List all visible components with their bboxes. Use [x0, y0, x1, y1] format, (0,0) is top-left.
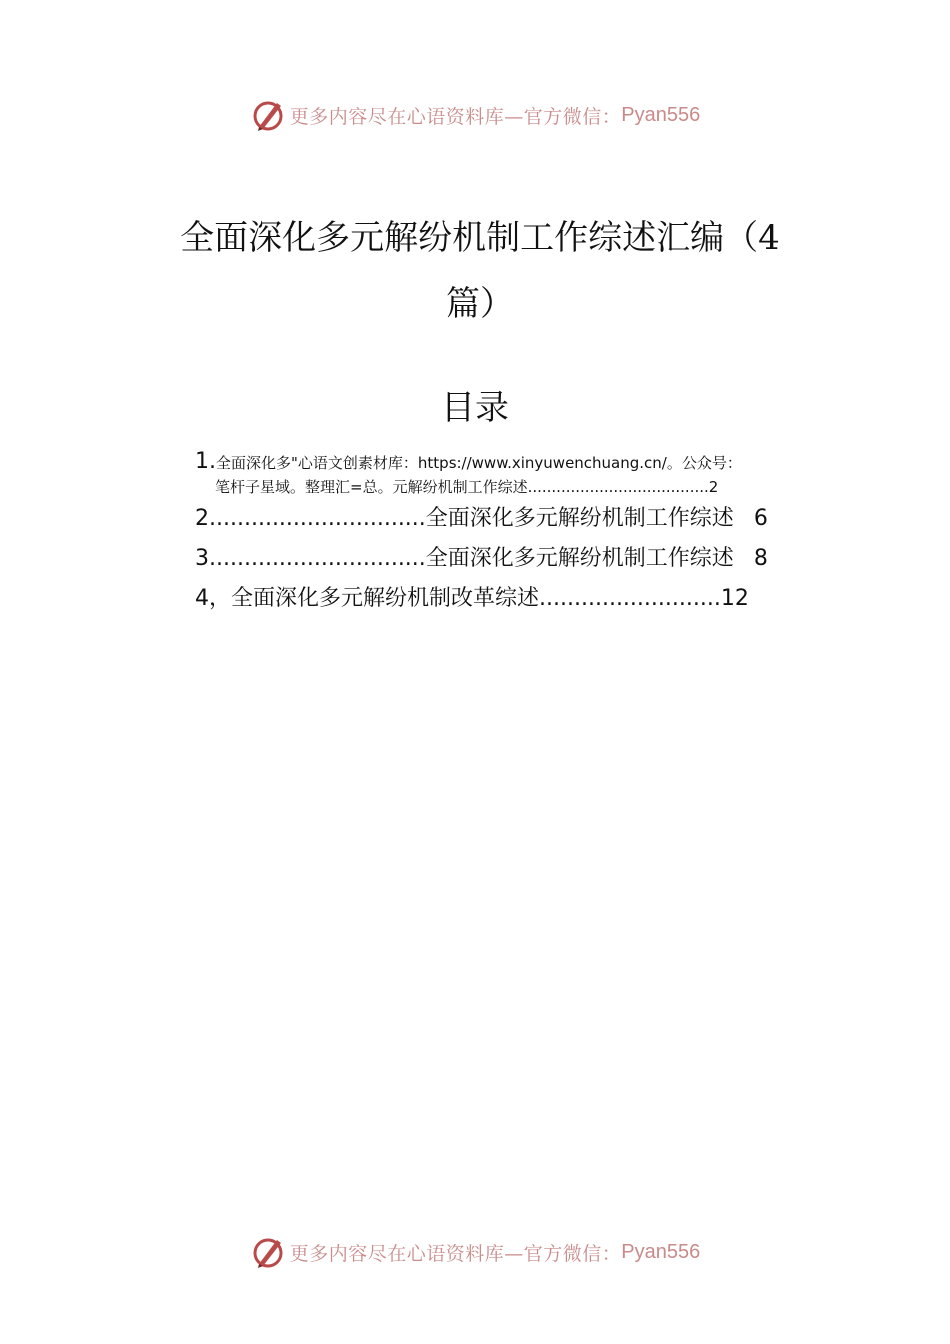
toc-entry-3[interactable]	[195, 539, 845, 579]
toc-entry-number: 1.	[195, 449, 216, 474]
toc-entry-4[interactable]	[195, 579, 845, 619]
banner-text: 更多内容尽在心语资料库—官方微信：	[289, 105, 622, 128]
toc-entry-text-line2: 笔杆子星域。整理汇=总。元解纷机制工作综述	[215, 478, 528, 496]
toc-entry-2[interactable]	[195, 499, 845, 539]
toc-entry-number: 2	[195, 506, 209, 531]
toc-page-number: 8	[753, 546, 768, 571]
banner-text: 更多内容尽在心语资料库—官方微信：	[289, 1242, 622, 1265]
toc-entry-number: 3	[195, 546, 209, 571]
toc-entry-title: 全面深化多元解纷机制工作综述	[425, 506, 734, 531]
toc-entry-text-line1: 全面深化多"心语文创素材库：https://www.xinyuwenchuang.cn/。公众号：	[216, 454, 742, 472]
toc-heading: 目录	[441, 388, 509, 428]
pen-logo-icon	[250, 97, 286, 133]
header-banner	[0, 95, 950, 135]
toc-page-number: 12	[720, 586, 749, 611]
footer-banner	[0, 1232, 950, 1272]
toc-leader-dots: ...............................	[209, 506, 426, 531]
toc-leader-dots: ...............................	[209, 546, 426, 571]
toc-entry-1[interactable]	[195, 450, 845, 499]
toc-leader-dots: ......................................	[527, 478, 709, 496]
toc-entry-title: 全面深化多元解纷机制改革综述	[231, 586, 540, 611]
toc-page-number: 6	[753, 506, 768, 531]
document-title: 全面深化多元解纷机制工作综述汇编（4篇）	[180, 218, 780, 324]
pen-logo-icon	[250, 1234, 286, 1270]
toc-entry-number: 4，	[195, 586, 231, 611]
table-of-contents	[195, 450, 845, 619]
banner-wechat-id: Pyan556	[621, 1240, 701, 1263]
toc-leader-dots: ..........................	[539, 586, 721, 611]
toc-entry-title: 全面深化多元解纷机制工作综述	[425, 546, 734, 571]
banner-wechat-id: Pyan556	[621, 103, 701, 126]
toc-page-number: 2	[708, 478, 719, 496]
